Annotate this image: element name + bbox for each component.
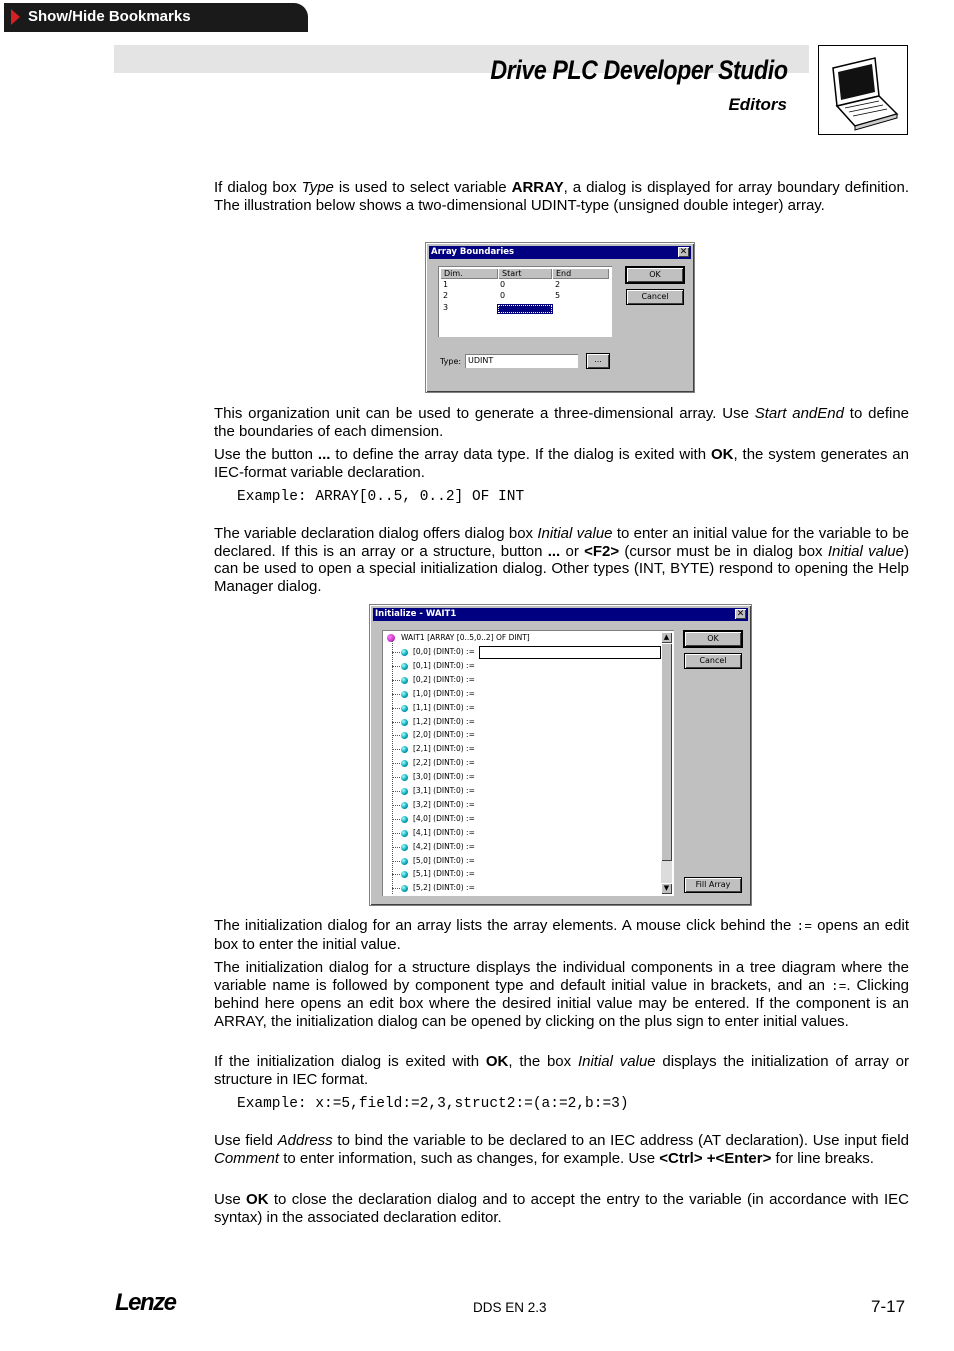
tree-connector <box>392 861 400 862</box>
tree-connector <box>392 708 400 709</box>
paragraph: The initialization dialog for a structure displays the individual components in a tree diagram where the variable name is followed by component type and default initial value in brackets, and an :=. Clicking behind here opens an edit box where the desired initial value may be entered. If the component is an ARRAY, the initialization dialog can be opened by clicking on the plus sign to enter initial values. <box>214 959 909 1030</box>
code-example: Example: ARRAY[0..5, 0..2] OF INT <box>237 489 525 505</box>
column-header-dim[interactable]: Dim. <box>440 268 498 279</box>
tree-connector <box>392 777 400 778</box>
cancel-button[interactable]: Cancel <box>685 654 741 668</box>
ok-button[interactable]: OK <box>627 268 683 282</box>
tree-connector <box>392 694 400 695</box>
tree-item-label: [5,2] (DINT:0) := <box>413 883 475 893</box>
tree-connector <box>392 722 400 723</box>
tree-item-label: [0,0] (DINT:0) := <box>413 647 475 656</box>
tree-item-label: [2,2] (DINT:0) := <box>413 758 475 768</box>
start-edit-cell[interactable] <box>497 304 553 314</box>
tree-connector <box>392 749 400 750</box>
paragraph: The variable declaration dialog offers dialog box Initial value to enter an initial value for the variable to be declared. If this is an array or a structure, button ... or <F2> (cursor must be in dialog box Initial value) can be used to open a special initialization dialog. Other types (INT, BYTE) respond to opening the Help Manager dialog. <box>214 525 910 595</box>
element-icon <box>401 885 408 892</box>
element-icon <box>401 663 408 670</box>
paragraph: Use OK to close the declaration dialog and to accept the entry to the variable (in accordance with IEC syntax) in the associated declaration editor. <box>214 1191 909 1226</box>
initialize-dialog <box>369 604 752 906</box>
page-number: 7-17 <box>871 1297 906 1316</box>
arrow-right-icon <box>11 9 20 25</box>
bookmarks-label[interactable]: Show/Hide Bookmarks <box>28 8 191 25</box>
tree-item-label: [3,0] (DINT:0) := <box>413 772 475 782</box>
element-icon <box>401 816 408 823</box>
tree-connector <box>392 847 400 848</box>
laptop-icon <box>818 45 908 135</box>
element-icon <box>401 719 408 726</box>
tree-connector <box>392 652 400 653</box>
tree-item-label: [4,2] (DINT:0) := <box>413 841 475 851</box>
element-icon <box>401 802 408 809</box>
browse-type-button[interactable]: ... <box>587 354 609 368</box>
structure-icon <box>387 634 395 642</box>
element-icon <box>401 871 408 878</box>
tree-item-label: [2,1] (DINT:0) := <box>413 744 475 754</box>
tree-connector <box>392 763 400 764</box>
tree-connector <box>392 791 400 792</box>
paragraph: This organization unit can be used to generate a three-dimensional array. Use Start andEnd to define the boundaries of each dimension. <box>214 405 909 440</box>
page-subtitle: Editors <box>728 95 787 114</box>
paragraph: Use field Address to bind the variable to be declared to an IEC address (AT declaration). Use input field Comment to enter information, such as changes, for example. Use <Ctrl> +<Enter> for line breaks. <box>214 1132 909 1167</box>
tree-item-label: [0,2] (DINT:0) := <box>413 674 475 684</box>
tree-connector <box>392 666 400 667</box>
scroll-down-icon[interactable]: ▼ <box>661 883 672 894</box>
cancel-button[interactable]: Cancel <box>627 290 683 304</box>
tree-item-label: [2,0] (DINT:0) := <box>413 730 475 740</box>
element-icon <box>401 705 408 712</box>
tree-item-label: [5,0] (DINT:0) := <box>413 855 475 865</box>
element-icon <box>401 788 408 795</box>
tree-connector <box>392 874 400 875</box>
fill-array-button[interactable]: Fill Array <box>685 878 741 892</box>
column-header-start[interactable]: Start <box>498 268 552 279</box>
tree-connector <box>392 805 400 806</box>
element-icon <box>401 760 408 767</box>
type-label: Type: <box>440 357 462 366</box>
tree-item-label: [1,1] (DINT:0) := <box>413 702 475 712</box>
element-icon <box>401 858 408 865</box>
paragraph: The initialization dialog for an array lists the array elements. A mouse click behind the := opens an edit box to enter the initial value. <box>214 917 909 953</box>
ok-button[interactable]: OK <box>685 632 741 646</box>
tree-item-label: [3,1] (DINT:0) := <box>413 786 475 795</box>
scroll-up-icon[interactable]: ▲ <box>661 632 672 643</box>
code-example: Example: x:=5,field:=2,3,struct2:=(a:=2,b:=3) <box>237 1096 629 1112</box>
tree-connector <box>392 680 400 681</box>
vertical-scrollbar[interactable] <box>661 632 672 894</box>
element-icon <box>401 649 408 656</box>
document-id: DDS EN 2.3 <box>473 1300 547 1315</box>
element-icon <box>401 746 408 753</box>
paragraph: Use the button ... to define the array data type. If the dialog is exited with OK, the system generates an IEC-format variable declaration. <box>214 446 909 481</box>
close-icon[interactable]: ✕ <box>736 609 745 619</box>
tree-item-label: [5,1] (DINT:0) := <box>413 869 475 879</box>
dialog-title-bar: Array Boundaries ✕ <box>429 246 691 259</box>
scroll-thumb[interactable] <box>661 643 672 861</box>
tree-item-label: [0,1] (DINT:0) := <box>413 660 475 670</box>
tree-connector <box>392 888 400 889</box>
tree-connector <box>392 819 400 820</box>
tree-item-label: [1,0] (DINT:0) := <box>413 688 475 698</box>
array-boundaries-dialog <box>425 242 695 393</box>
element-icon <box>401 691 408 698</box>
paragraph: If dialog box Type is used to select variable ARRAY, a dialog is displayed for array boundary definition. The illustration below shows a two-dimensional UDINT-type (unsigned double integer) array. <box>214 179 909 214</box>
element-icon <box>401 844 408 851</box>
tree-connector <box>392 735 400 736</box>
element-icon <box>401 732 408 739</box>
type-input[interactable]: UDINT <box>465 354 578 368</box>
close-icon[interactable]: ✕ <box>679 247 688 257</box>
init-tree-view[interactable]: WAIT1 [ARRAY [0..5,0..2] OF DINT] [0,0] (DINT:0) := [0,1] (DINT:0) := [0,2] (DINT:0) := [1,0] (DINT:0) := [1,1] (DINT:0) := [1,2] (DINT:0) := [2,0] (DINT:0) := [2,1] (DINT:0) := [2,2] (DINT:0) := [3,0] (DINT:0) := [3,1] (DINT:0) := [3,2] (DINT:0) := [4,0] (DINT:0) := [4,1] (DINT:0) := [4,2] (DINT:0) := [5,0] (DINT:0) := [5,1] (DINT:0) := [5,2] (DINT:0) := ▲ ▼ <box>382 630 674 896</box>
element-icon <box>401 830 408 837</box>
tree-item-label: [4,0] (DINT:0) := <box>413 813 475 823</box>
element-icon <box>401 774 408 781</box>
boundaries-table[interactable]: Dim. Start End 1 0 2 2 0 5 3 <box>438 266 612 337</box>
tree-item-label: [1,2] (DINT:0) := <box>413 716 475 726</box>
dialog-title-bar: Initialize - WAIT1 ✕ <box>373 608 748 621</box>
column-header-end[interactable]: End <box>552 268 609 279</box>
tree-item-label: [4,1] (DINT:0) := <box>413 827 475 837</box>
element-icon <box>401 677 408 684</box>
edit-box[interactable] <box>479 646 661 659</box>
tree-item-label: [3,2] (DINT:0) := <box>413 799 475 809</box>
tree-connector <box>392 833 400 834</box>
page-title: Drive PLC Developer Studio <box>490 55 788 85</box>
lenze-logo: Lenze <box>115 1289 176 1316</box>
paragraph: If the initialization dialog is exited with OK, the box Initial value displays the initialization of array or structure in IEC format. <box>214 1053 909 1088</box>
